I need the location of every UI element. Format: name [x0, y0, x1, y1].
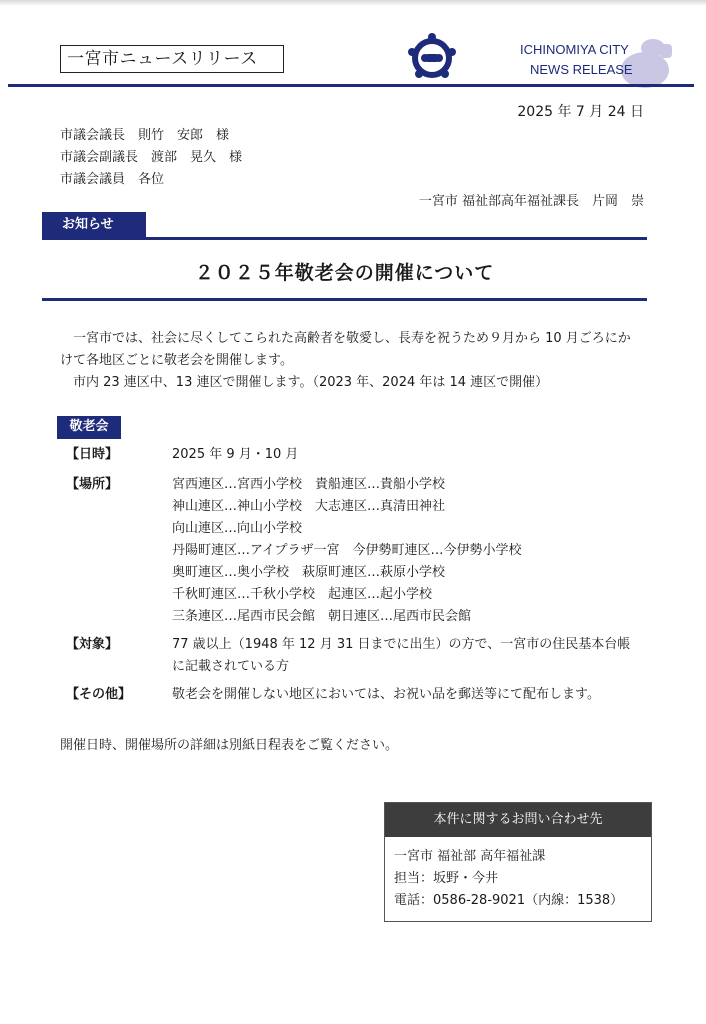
schedule-note: 開催日時、開催場所の詳細は別紙日程表をご覧ください。 [60, 738, 399, 753]
event-other-value: 敬老会を開催しない地区においては、お祝い品を郵送等にて配布します。 [172, 687, 600, 702]
contact-body [385, 837, 651, 912]
addressee-list [60, 125, 242, 191]
addressee-line: 市議会副議長 渡部 晃久 様 [60, 150, 243, 165]
event-label: 敬老会 [57, 416, 121, 438]
title-rule [42, 298, 647, 301]
notice-rule [42, 237, 647, 240]
intro-text [60, 328, 640, 394]
intro-paragraph: 市内 23 連区中、13 連区で開催します。（2023 年、2024 年は 14 連区で開催） [73, 375, 549, 390]
contact-box [384, 802, 652, 922]
city-english-name [520, 40, 670, 80]
news-release-brand: 一宮市ニュースリリース [60, 45, 284, 73]
header-rule [8, 84, 694, 87]
city-en-line2: NEWS RELEASE [530, 62, 633, 77]
contact-line: 電話：0586-28-9021（内線：1538） [394, 893, 624, 908]
contact-header: 本件に関するお問い合わせ先 [385, 803, 651, 837]
venue-line: 丹陽町連区…アイプラザ一宮 今伊勢町連区…今伊勢小学校 [172, 543, 522, 558]
venue-line: 三条連区…尾西市民会館 朝日連区…尾西市民会館 [172, 609, 472, 624]
venue-line: 宮西連区…宮西小学校 貴船連区…貴船小学校 [172, 477, 446, 492]
event-other-key: 【その他】 [66, 687, 132, 702]
venue-list [172, 474, 642, 628]
release-date: 2025 年 7 月 24 日 [517, 104, 644, 120]
top-shade [0, 0, 706, 6]
venue-line: 千秋町連区…千秋小学校 起連区…起小学校 [172, 587, 433, 602]
event-date-value: 2025 年 9 月・10 月 [172, 447, 299, 462]
city-emblem-icon [406, 32, 458, 80]
contact-line: 担当：坂野・今井 [394, 871, 499, 886]
event-venue-key: 【場所】 [66, 477, 119, 492]
venue-line: 神山連区…神山小学校 大志連区…真清田神社 [172, 499, 446, 514]
sender: 一宮市 福祉部高年福祉課長 片岡 崇 [418, 194, 644, 209]
venue-line: 奥町連区…奥小学校 萩原町連区…萩原小学校 [172, 565, 446, 580]
event-target-value: 77 歳以上（1948 年 12 月 31 日までに出生）の方で、一宮市の住民基本台帳に記載されている方 [172, 637, 631, 674]
addressee-line: 市議会議長 則竹 安郎 様 [60, 128, 230, 143]
city-en-line1: ICHINOMIYA CITY [520, 42, 629, 57]
notice-label: お知らせ [42, 212, 146, 238]
addressee-line: 市議会議員 各位 [60, 172, 165, 187]
intro-paragraph: 一宮市では、社会に尽くしてこられた高齢者を敬愛し、長寿を祝うため９月から 10 月ごろにかけて各地区ごとに敬老会を開催します。 [60, 331, 631, 368]
event-date-key: 【日時】 [66, 447, 119, 462]
event-rule [57, 437, 121, 439]
event-target-key: 【対象】 [66, 637, 119, 652]
venue-line: 向山連区…向山小学校 [172, 521, 303, 536]
document-title: ２０２５年敬老会の開催について [194, 262, 495, 284]
contact-line: 一宮市 福祉部 高年福祉課 [394, 849, 546, 864]
